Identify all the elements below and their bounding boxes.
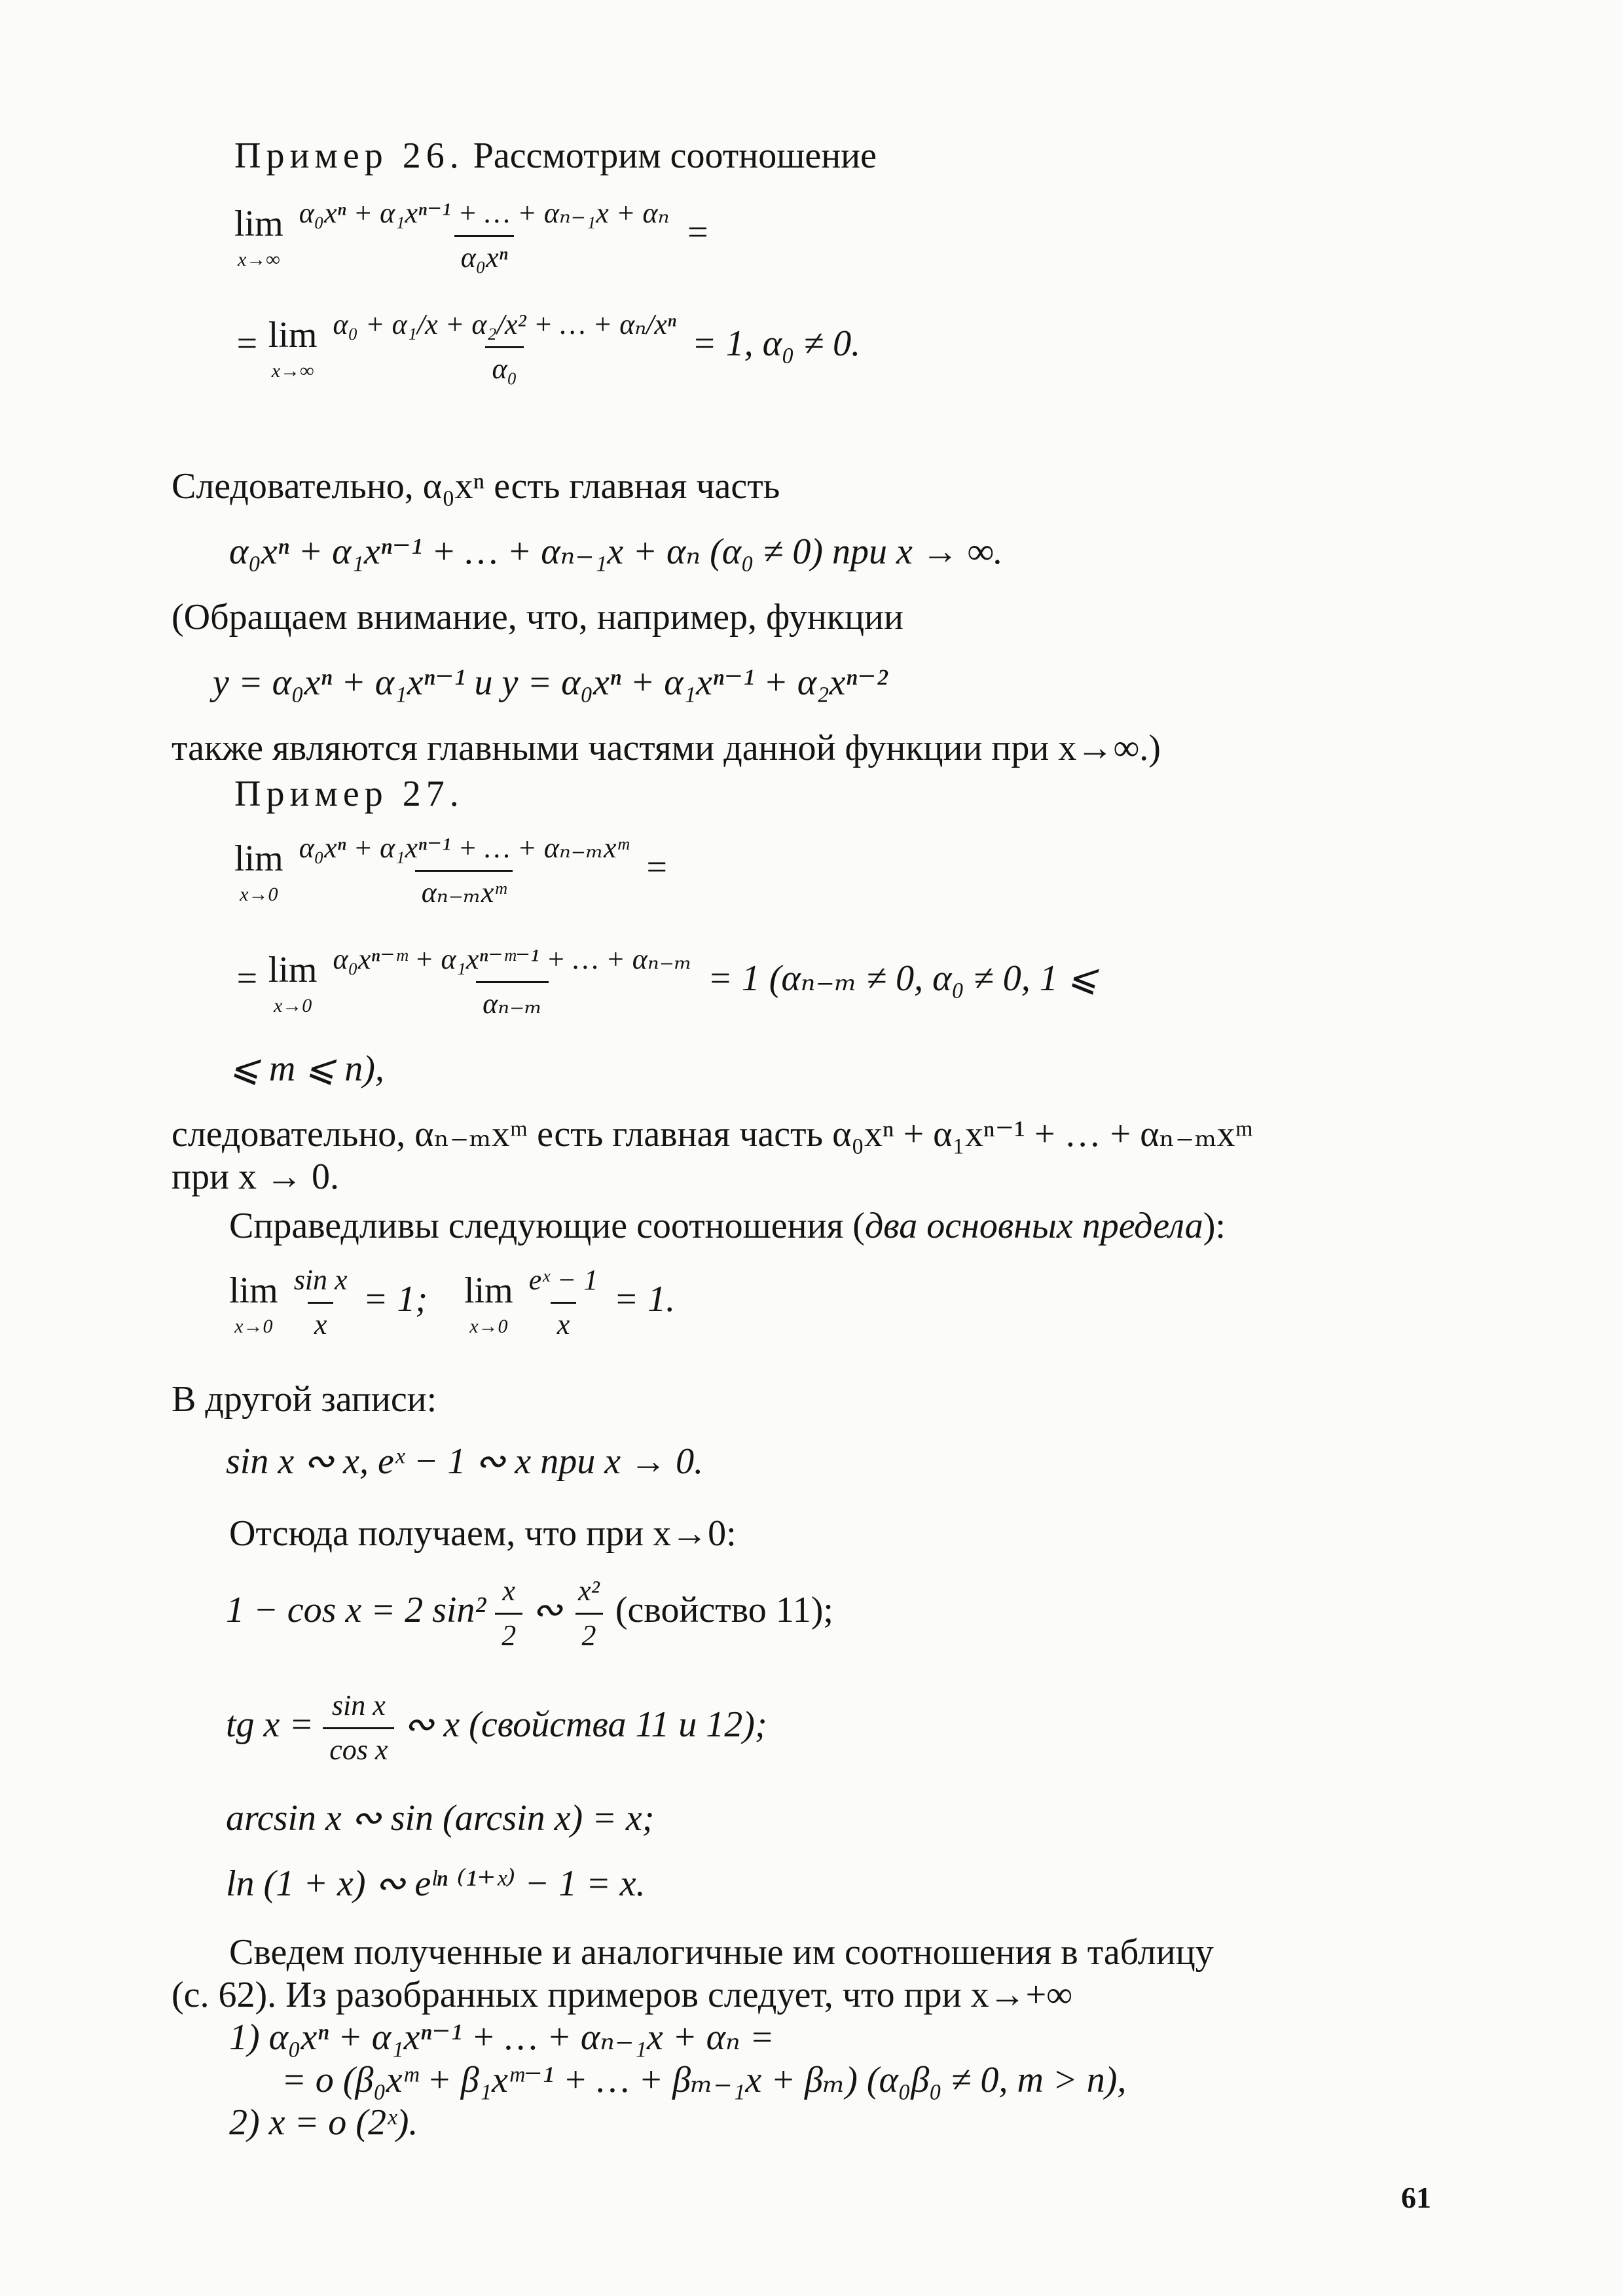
fraction-denominator: α₀: [485, 346, 523, 387]
fundamental-limits: lim x→0 $\frac{\text{sin x}}{x}$ = 1; lim x→0 $\frac{\text{eˣ − 1}}{x}$ = 1.: [229, 1263, 675, 1342]
arcsin-relation: arcsin x ∾ sin (arcsin x) = x;: [226, 1798, 655, 1839]
conclusion-27-line2: при x → 0.: [172, 1157, 339, 1197]
conclusion-27-line1: следовательно, αₙ₋ₘxᵐ есть главная часть α₀xⁿ + α₁xⁿ⁻¹ + … + αₙ₋ₘxᵐ: [172, 1114, 1254, 1155]
half-x-fraction: $\frac{x}{2}$: [495, 1574, 522, 1653]
note-functions: y = α₀xⁿ + α₁xⁿ⁻¹ и y = α₀xⁿ + α₁xⁿ⁻¹ + α₂xⁿ⁻²: [213, 662, 888, 703]
equation-26b-result: = 1, α₀ ≠ 0.: [691, 323, 861, 365]
equation-26-line1: [234, 196, 710, 276]
cosine-relation: 1 − cos x = 2 sin² $\frac{x}{2}$ ∾ $\frac{\text{x²}}{2}$ (свойство 11);: [226, 1574, 833, 1653]
limit-operator: lim x→0: [234, 838, 283, 905]
equation-26b-fraction: [326, 308, 682, 387]
fundamental-limits-intro: Справедливы следующие соотношения (два основных предела):: [229, 1206, 1226, 1246]
second-limit-fraction: $\frac{\text{eˣ − 1}}{x}$: [522, 1263, 605, 1342]
page-number: 61: [1401, 2181, 1431, 2214]
equation-27-line1: [234, 831, 669, 910]
example-26-title: Пример 26.: [234, 135, 464, 176]
equation-27b-fraction: [326, 942, 698, 1022]
x-squared-half-fraction: $\frac{\text{x²}}{2}$: [572, 1574, 606, 1653]
fraction-denominator: α₀xⁿ: [454, 235, 515, 276]
item-2: 2) x = o (2ˣ).: [229, 2102, 418, 2143]
equation-27-fraction: [293, 831, 635, 910]
limit-operator: lim x→0: [268, 949, 318, 1016]
first-limit-fraction: $\frac{\text{sin x}}{x}$: [287, 1263, 354, 1342]
limit-operator: lim x→∞: [268, 314, 318, 382]
fraction-numerator: α₀xⁿ + α₁xⁿ⁻¹ + … + αₙ₋ₘxᵐ: [299, 832, 629, 864]
equation-27b-conditions: = 1 (αₙ₋ₘ ≠ 0, α₀ ≠ 0, 1 ⩽: [707, 958, 1098, 999]
equals-sign: =: [644, 847, 669, 888]
item-1-line1: 1) α₀xⁿ + α₁xⁿ⁻¹ + … + αₙ₋₁x + αₙ =: [229, 2017, 775, 2058]
fraction-numerator: α₀xⁿ⁻ᵐ + α₁xⁿ⁻ᵐ⁻¹ + … + αₙ₋ₘ: [333, 943, 692, 975]
summary-line2: (с. 62). Из разобранных примеров следует, что при x→+∞: [172, 1975, 1073, 2015]
equation-26-line2: = lim x→∞ $\frac{\text{α₀ + α₁/x + α₂/x² + … + αₙ/xⁿ}}{\text{α₀}}$ = 1, α₀ ≠ 0.: [234, 308, 860, 387]
tangent-relation: tg x = $\frac{\text{sin x}}{\text{cos x}}$ ∾ x (свойства 11 и 12);: [226, 1689, 767, 1768]
fraction-numerator: α₀ + α₁/x + α₂/x² + … + αₙ/xⁿ: [333, 308, 676, 340]
other-form-heading: В другой записи:: [172, 1379, 437, 1420]
example-26-heading: [234, 134, 877, 178]
fraction-denominator: αₙ₋ₘ: [476, 981, 549, 1022]
summary-line1: Сведем полученные и аналогичные им соотношения в таблицу: [229, 1932, 1214, 1973]
equals-sign: =: [685, 212, 710, 253]
equivalence-line: sin x ∾ x, eˣ − 1 ∾ x при x → 0.: [226, 1441, 704, 1482]
limit-operator: lim x→∞: [234, 203, 283, 270]
hence-line: Отсюда получаем, что при x→0:: [229, 1513, 737, 1554]
equation-26-fraction: [293, 196, 676, 276]
example-26-intro: Рассмотрим соотношение: [473, 135, 877, 176]
log-relation: ln (1 + x) ∾ eˡⁿ ⁽¹⁺ˣ⁾ − 1 = x.: [226, 1863, 646, 1904]
equation-27-continuation: ⩽ m ⩽ n),: [229, 1049, 384, 1089]
fraction-numerator: α₀xⁿ + α₁xⁿ⁻¹ + … + αₙ₋₁x + αₙ: [299, 197, 670, 229]
conclusion-26-formula: α₀xⁿ + α₁xⁿ⁻¹ + … + αₙ₋₁x + αₙ (α₀ ≠ 0) при x → ∞.: [229, 531, 1003, 572]
equation-27-line2: = lim x→0 $\frac{\text{α₀xⁿ⁻ᵐ + α₁xⁿ⁻ᵐ⁻¹ + … + αₙ₋ₘ}}{\text{αₙ₋ₘ}}$ = 1 (αₙ₋ₘ ≠ 0, α₀ ≠ 0, 1 ⩽: [234, 942, 1098, 1022]
limit-operator: lim x→0: [464, 1270, 513, 1337]
item-1-line2: = o (β₀xᵐ + β₁xᵐ⁻¹ + … + βₘ₋₁x + βₘ) (α₀β₀ ≠ 0, m > n),: [282, 2060, 1127, 2100]
limit-operator: lim x→0: [229, 1270, 278, 1337]
note-open: (Обращаем внимание, что, например, функции: [172, 597, 903, 637]
conclusion-26: Следовательно, α₀xⁿ есть главная часть: [172, 466, 780, 507]
example-27-title: Пример 27.: [234, 774, 464, 814]
note-close: также являются главными частями данной функции при x→∞.): [172, 728, 1161, 768]
sin-over-cos-fraction: $\frac{\text{sin x}}{\text{cos x}}$: [323, 1689, 394, 1768]
fraction-denominator: αₙ₋ₘxᵐ: [415, 870, 513, 910]
